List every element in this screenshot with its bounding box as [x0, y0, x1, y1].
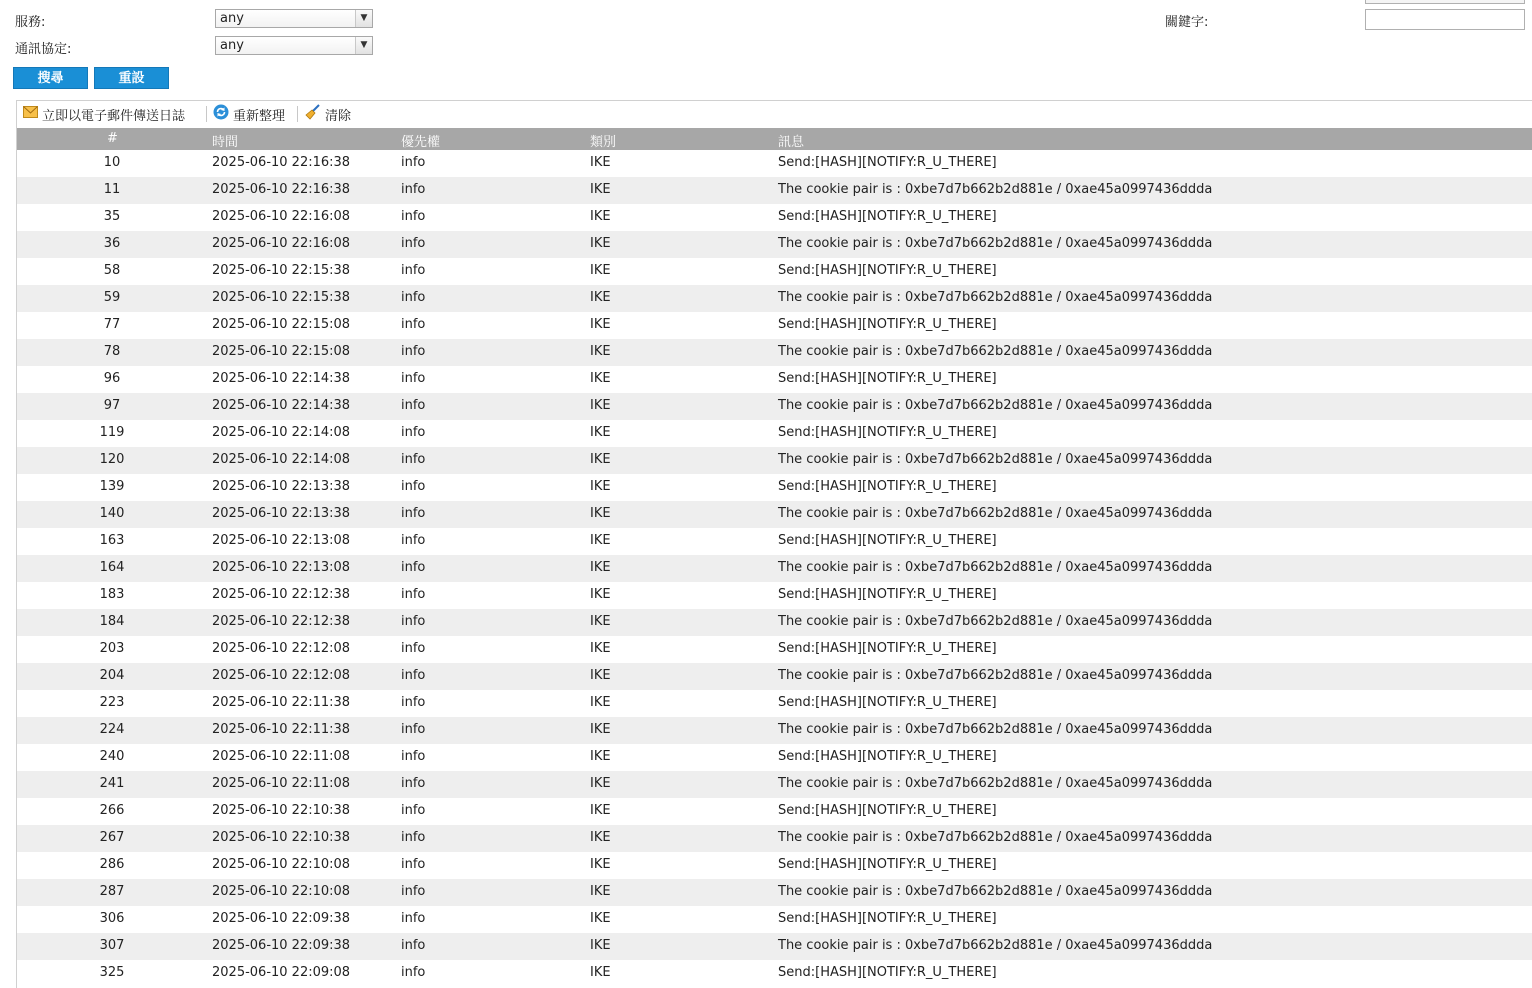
row-category: IKE — [590, 722, 611, 737]
row-category: IKE — [590, 236, 611, 251]
table-row[interactable] — [17, 312, 1532, 339]
row-message: Send:[HASH][NOTIFY:R_U_THERE] — [778, 749, 997, 764]
row-priority: info — [401, 587, 426, 602]
row-category: IKE — [590, 803, 611, 818]
row-priority: info — [401, 830, 426, 845]
row-message: The cookie pair is : 0xbe7d7b662b2d881e / 0xae45a0997436ddda — [778, 452, 1213, 467]
row-message: Send:[HASH][NOTIFY:R_U_THERE] — [778, 479, 997, 494]
clear-button[interactable] — [305, 105, 351, 123]
row-message: Send:[HASH][NOTIFY:R_U_THERE] — [778, 695, 997, 710]
table-row[interactable] — [17, 663, 1532, 690]
log-panel — [16, 100, 1532, 988]
row-category: IKE — [590, 344, 611, 359]
table-header — [17, 128, 1532, 150]
row-category: IKE — [590, 533, 611, 548]
row-message: The cookie pair is : 0xbe7d7b662b2d881e / 0xae45a0997436ddda — [778, 884, 1213, 899]
chevron-down-icon[interactable]: ▼ — [355, 37, 372, 54]
row-category: IKE — [590, 479, 611, 494]
row-category: IKE — [590, 911, 611, 926]
row-priority: info — [401, 371, 426, 386]
row-priority: info — [401, 911, 426, 926]
row-category: IKE — [590, 884, 611, 899]
row-time: 2025-06-10 22:14:08 — [212, 425, 351, 440]
service-select-value: any — [220, 11, 244, 26]
row-message: Send:[HASH][NOTIFY:R_U_THERE] — [778, 803, 997, 818]
row-priority: info — [401, 776, 426, 791]
row-priority: info — [401, 290, 426, 305]
row-number: 59 — [103, 290, 121, 305]
row-time: 2025-06-10 22:10:08 — [212, 884, 351, 899]
table-row[interactable] — [17, 609, 1532, 636]
broom-icon — [305, 104, 321, 124]
table-row[interactable] — [17, 744, 1532, 771]
row-category: IKE — [590, 506, 611, 521]
row-number: 307 — [99, 938, 125, 953]
row-priority: info — [401, 641, 426, 656]
row-number: 35 — [103, 209, 121, 224]
row-category: IKE — [590, 965, 611, 980]
row-number: 240 — [99, 749, 125, 764]
row-priority: info — [401, 182, 426, 197]
row-number: 224 — [99, 722, 125, 737]
table-row[interactable] — [17, 960, 1532, 987]
table-row[interactable] — [17, 393, 1532, 420]
row-time: 2025-06-10 22:12:38 — [212, 587, 351, 602]
row-message: The cookie pair is : 0xbe7d7b662b2d881e / 0xae45a0997436ddda — [778, 236, 1213, 251]
row-priority: info — [401, 236, 426, 251]
row-number: 139 — [99, 479, 125, 494]
table-row[interactable] — [17, 258, 1532, 285]
protocol-select[interactable] — [215, 36, 373, 55]
row-number: 164 — [99, 560, 125, 575]
row-time: 2025-06-10 22:14:38 — [212, 398, 351, 413]
row-priority: info — [401, 938, 426, 953]
row-message: The cookie pair is : 0xbe7d7b662b2d881e / 0xae45a0997436ddda — [778, 668, 1213, 683]
row-message: Send:[HASH][NOTIFY:R_U_THERE] — [778, 371, 997, 386]
row-time: 2025-06-10 22:15:38 — [212, 263, 351, 278]
toolbar-separator — [297, 106, 298, 122]
row-priority: info — [401, 614, 426, 629]
table-row[interactable] — [17, 852, 1532, 879]
protocol-label: 通訊協定: — [15, 42, 72, 57]
row-number: 163 — [99, 533, 125, 548]
row-priority: info — [401, 803, 426, 818]
row-time: 2025-06-10 22:11:08 — [212, 776, 351, 791]
table-row[interactable] — [17, 366, 1532, 393]
row-message: The cookie pair is : 0xbe7d7b662b2d881e / 0xae45a0997436ddda — [778, 830, 1213, 845]
row-category: IKE — [590, 776, 611, 791]
row-category: IKE — [590, 749, 611, 764]
row-time: 2025-06-10 22:16:38 — [212, 155, 351, 170]
log-toolbar — [17, 101, 1532, 127]
keyword-input[interactable] — [1365, 9, 1525, 30]
row-message: The cookie pair is : 0xbe7d7b662b2d881e / 0xae45a0997436ddda — [778, 182, 1213, 197]
table-row[interactable] — [17, 501, 1532, 528]
row-message: The cookie pair is : 0xbe7d7b662b2d881e / 0xae45a0997436ddda — [778, 290, 1213, 305]
row-priority: info — [401, 533, 426, 548]
row-priority: info — [401, 263, 426, 278]
row-priority: info — [401, 452, 426, 467]
row-category: IKE — [590, 263, 611, 278]
row-number: 11 — [103, 182, 121, 197]
row-priority: info — [401, 479, 426, 494]
row-message: The cookie pair is : 0xbe7d7b662b2d881e / 0xae45a0997436ddda — [778, 722, 1213, 737]
table-row[interactable] — [17, 420, 1532, 447]
table-row[interactable] — [17, 555, 1532, 582]
row-time: 2025-06-10 22:10:38 — [212, 803, 351, 818]
row-number: 184 — [99, 614, 125, 629]
row-number: 325 — [99, 965, 125, 980]
row-message: Send:[HASH][NOTIFY:R_U_THERE] — [778, 587, 997, 602]
row-number: 223 — [99, 695, 125, 710]
row-category: IKE — [590, 857, 611, 872]
row-category: IKE — [590, 614, 611, 629]
row-time: 2025-06-10 22:11:38 — [212, 695, 351, 710]
row-number: 267 — [99, 830, 125, 845]
row-time: 2025-06-10 22:13:38 — [212, 506, 351, 521]
row-priority: info — [401, 722, 426, 737]
refresh-label: 重新整理 — [233, 108, 286, 124]
row-category: IKE — [590, 209, 611, 224]
column-header-time[interactable]: 時間 — [212, 135, 239, 150]
row-priority: info — [401, 857, 426, 872]
row-number: 306 — [99, 911, 125, 926]
row-message: Send:[HASH][NOTIFY:R_U_THERE] — [778, 641, 997, 656]
column-header-priority[interactable]: 優先權 — [401, 135, 441, 150]
row-time: 2025-06-10 22:16:08 — [212, 209, 351, 224]
row-message: Send:[HASH][NOTIFY:R_U_THERE] — [778, 317, 997, 332]
row-time: 2025-06-10 22:15:08 — [212, 317, 351, 332]
row-message: Send:[HASH][NOTIFY:R_U_THERE] — [778, 533, 997, 548]
service-label: 服務: — [15, 15, 46, 30]
protocol-select-value: any — [220, 38, 244, 53]
row-message: The cookie pair is : 0xbe7d7b662b2d881e / 0xae45a0997436ddda — [778, 344, 1213, 359]
row-time: 2025-06-10 22:16:38 — [212, 182, 351, 197]
row-priority: info — [401, 749, 426, 764]
row-category: IKE — [590, 317, 611, 332]
row-number: 10 — [103, 155, 121, 170]
table-row[interactable] — [17, 231, 1532, 258]
table-row[interactable] — [17, 825, 1532, 852]
refresh-button[interactable] — [213, 105, 285, 123]
table-row[interactable] — [17, 150, 1532, 177]
row-message: Send:[HASH][NOTIFY:R_U_THERE] — [778, 155, 997, 170]
row-message: The cookie pair is : 0xbe7d7b662b2d881e / 0xae45a0997436ddda — [778, 560, 1213, 575]
row-priority: info — [401, 398, 426, 413]
table-row[interactable] — [17, 906, 1532, 933]
row-category: IKE — [590, 425, 611, 440]
row-category: IKE — [590, 155, 611, 170]
row-time: 2025-06-10 22:12:08 — [212, 641, 351, 656]
row-message: Send:[HASH][NOTIFY:R_U_THERE] — [778, 425, 997, 440]
row-number: 203 — [99, 641, 125, 656]
row-category: IKE — [590, 938, 611, 953]
row-category: IKE — [590, 830, 611, 845]
table-row[interactable] — [17, 582, 1532, 609]
row-time: 2025-06-10 22:11:38 — [212, 722, 351, 737]
row-priority: info — [401, 209, 426, 224]
row-number: 97 — [103, 398, 121, 413]
row-category: IKE — [590, 695, 611, 710]
row-message: The cookie pair is : 0xbe7d7b662b2d881e / 0xae45a0997436ddda — [778, 614, 1213, 629]
search-button[interactable]: 搜尋 — [13, 67, 88, 89]
row-category: IKE — [590, 668, 611, 683]
row-time: 2025-06-10 22:09:08 — [212, 965, 351, 980]
table-row[interactable] — [17, 528, 1532, 555]
row-message: Send:[HASH][NOTIFY:R_U_THERE] — [778, 263, 997, 278]
email-log-label: 立即以電子郵件傳送日誌 — [42, 108, 186, 124]
table-row[interactable] — [17, 933, 1532, 960]
table-row[interactable] — [17, 690, 1532, 717]
row-message: The cookie pair is : 0xbe7d7b662b2d881e / 0xae45a0997436ddda — [778, 506, 1213, 521]
row-category: IKE — [590, 290, 611, 305]
row-number: 96 — [103, 371, 121, 386]
service-select[interactable] — [215, 9, 373, 28]
row-priority: info — [401, 425, 426, 440]
row-category: IKE — [590, 560, 611, 575]
table-row[interactable] — [17, 474, 1532, 501]
table-row[interactable] — [17, 636, 1532, 663]
row-time: 2025-06-10 22:16:08 — [212, 236, 351, 251]
row-number: 140 — [99, 506, 125, 521]
row-message: The cookie pair is : 0xbe7d7b662b2d881e / 0xae45a0997436ddda — [778, 398, 1213, 413]
row-message: Send:[HASH][NOTIFY:R_U_THERE] — [778, 209, 997, 224]
row-time: 2025-06-10 22:14:08 — [212, 452, 351, 467]
row-number: 77 — [103, 317, 121, 332]
row-priority: info — [401, 344, 426, 359]
row-time: 2025-06-10 22:09:38 — [212, 938, 351, 953]
row-category: IKE — [590, 182, 611, 197]
row-message: The cookie pair is : 0xbe7d7b662b2d881e / 0xae45a0997436ddda — [778, 938, 1213, 953]
log-table-body — [17, 150, 1532, 987]
keyword-label: 關鍵字: — [1165, 15, 1209, 30]
row-time: 2025-06-10 22:12:38 — [212, 614, 351, 629]
row-time: 2025-06-10 22:10:38 — [212, 830, 351, 845]
table-row[interactable] — [17, 879, 1532, 906]
row-number: 241 — [99, 776, 125, 791]
row-time: 2025-06-10 22:10:08 — [212, 857, 351, 872]
row-category: IKE — [590, 398, 611, 413]
column-header-category[interactable]: 類別 — [590, 135, 617, 150]
row-priority: info — [401, 560, 426, 575]
row-message: Send:[HASH][NOTIFY:R_U_THERE] — [778, 965, 997, 980]
row-number: 204 — [99, 668, 125, 683]
row-priority: info — [401, 965, 426, 980]
refresh-icon — [213, 104, 229, 124]
column-header-message[interactable]: 訊息 — [778, 135, 805, 150]
partial-input-above[interactable] — [1365, 0, 1525, 4]
row-number: 119 — [99, 425, 125, 440]
row-time: 2025-06-10 22:15:38 — [212, 290, 351, 305]
row-time: 2025-06-10 22:15:08 — [212, 344, 351, 359]
table-row[interactable] — [17, 771, 1532, 798]
row-priority: info — [401, 884, 426, 899]
row-time: 2025-06-10 22:11:08 — [212, 749, 351, 764]
table-row[interactable] — [17, 285, 1532, 312]
row-number: 287 — [99, 884, 125, 899]
row-category: IKE — [590, 452, 611, 467]
row-number: 266 — [99, 803, 125, 818]
row-number: 78 — [103, 344, 121, 359]
row-message: The cookie pair is : 0xbe7d7b662b2d881e / 0xae45a0997436ddda — [778, 776, 1213, 791]
envelope-icon — [23, 106, 38, 122]
table-row[interactable] — [17, 717, 1532, 744]
row-priority: info — [401, 695, 426, 710]
row-message: Send:[HASH][NOTIFY:R_U_THERE] — [778, 911, 997, 926]
row-category: IKE — [590, 641, 611, 656]
row-number: 120 — [99, 452, 125, 467]
clear-label: 清除 — [325, 108, 352, 124]
table-row[interactable] — [17, 177, 1532, 204]
row-time: 2025-06-10 22:09:38 — [212, 911, 351, 926]
toolbar-separator — [206, 106, 207, 122]
row-number: 58 — [103, 263, 121, 278]
row-time: 2025-06-10 22:13:08 — [212, 560, 351, 575]
row-time: 2025-06-10 22:12:08 — [212, 668, 351, 683]
table-row[interactable] — [17, 447, 1532, 474]
row-priority: info — [401, 155, 426, 170]
chevron-down-icon[interactable]: ▼ — [355, 10, 372, 27]
row-time: 2025-06-10 22:13:38 — [212, 479, 351, 494]
table-row[interactable] — [17, 204, 1532, 231]
email-log-button[interactable] — [23, 105, 185, 123]
row-priority: info — [401, 317, 426, 332]
table-row[interactable] — [17, 339, 1532, 366]
row-number: 36 — [103, 236, 121, 251]
row-number: 183 — [99, 587, 125, 602]
row-category: IKE — [590, 587, 611, 602]
row-message: Send:[HASH][NOTIFY:R_U_THERE] — [778, 857, 997, 872]
row-time: 2025-06-10 22:13:08 — [212, 533, 351, 548]
row-number: 286 — [99, 857, 125, 872]
row-time: 2025-06-10 22:14:38 — [212, 371, 351, 386]
row-category: IKE — [590, 371, 611, 386]
table-row[interactable] — [17, 798, 1532, 825]
row-priority: info — [401, 506, 426, 521]
row-priority: info — [401, 668, 426, 683]
reset-button[interactable]: 重設 — [94, 67, 169, 89]
column-header-number[interactable]: # — [107, 131, 118, 146]
